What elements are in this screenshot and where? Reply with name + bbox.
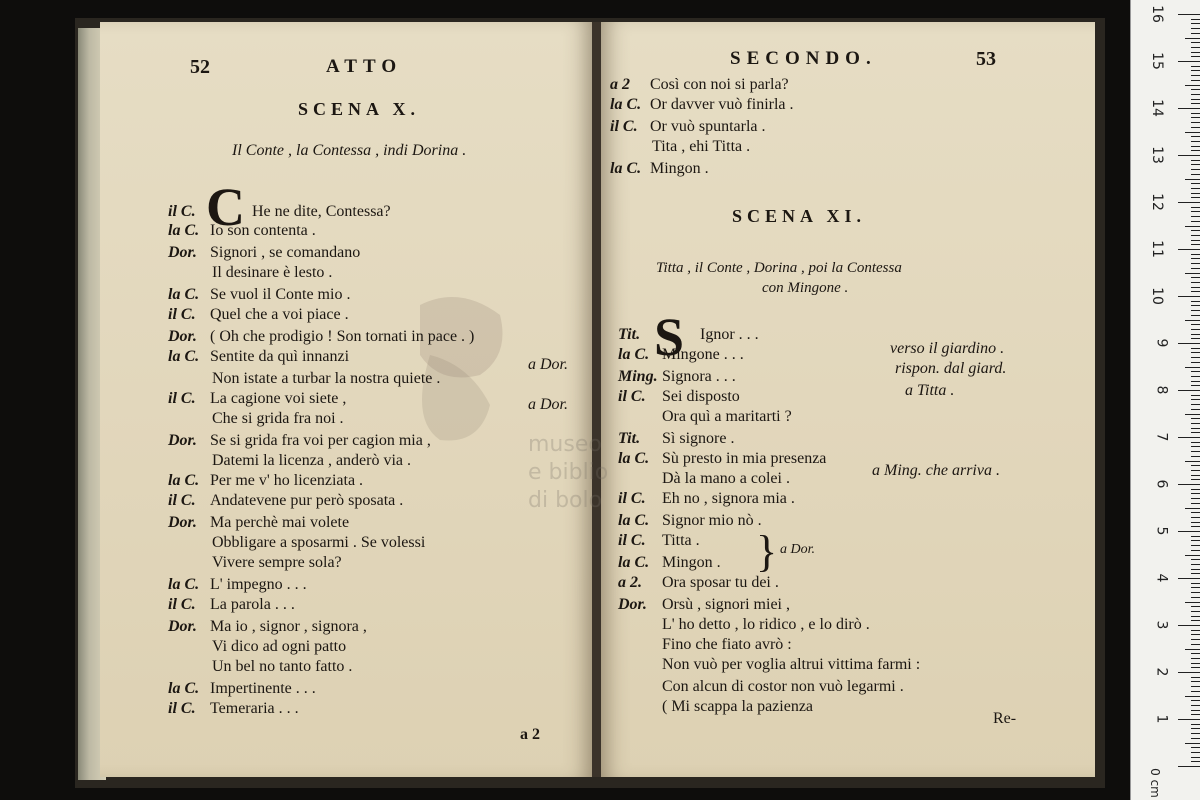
ruler-tick	[1191, 66, 1200, 67]
ruler-tick	[1191, 691, 1200, 692]
ruler-tick	[1185, 649, 1200, 650]
ruler-tick	[1191, 465, 1200, 466]
speaker-label: a 2.	[618, 574, 642, 591]
ruler-tick	[1178, 296, 1200, 297]
ruler-tick	[1191, 677, 1200, 678]
dialogue-line: Ora quì a maritarti ?	[662, 408, 792, 425]
ruler-tick	[1178, 390, 1200, 391]
right-dropcap: S	[654, 307, 685, 367]
speaker-label: la C.	[618, 450, 650, 467]
speaker-label: la C.	[168, 286, 200, 303]
ruler-tick	[1191, 146, 1200, 147]
ruler-tick	[1178, 766, 1200, 767]
dialogue-line: Andatevene pur però sposata .	[210, 492, 404, 509]
ruler-tick	[1185, 38, 1200, 39]
ruler-tick	[1191, 667, 1200, 668]
dialogue-line: Che si grida fra noi .	[212, 410, 344, 427]
dialogue-line: Per me v' ho licenziata .	[210, 472, 364, 489]
ruler-tick	[1191, 479, 1200, 480]
ruler-tick	[1185, 226, 1200, 227]
ruler-tick	[1178, 531, 1200, 532]
ruler-tick	[1191, 428, 1200, 429]
ruler-tick	[1178, 625, 1200, 626]
measurement-ruler	[1130, 0, 1200, 800]
ruler-tick	[1191, 710, 1200, 711]
speaker-label: il C.	[168, 390, 196, 407]
speaker-label: il C.	[618, 532, 646, 549]
ruler-tick	[1191, 33, 1200, 34]
speaker-label: il C.	[618, 388, 646, 405]
ruler-number: 15	[1149, 52, 1166, 70]
ruler-tick	[1191, 282, 1200, 283]
ruler-tick	[1191, 334, 1200, 335]
ruler-tick	[1191, 244, 1200, 245]
ruler-tick	[1185, 85, 1200, 86]
dialogue-line: ( Mi scappa la pazienza	[662, 698, 814, 715]
ruler-tick	[1178, 108, 1200, 109]
ruler-tick	[1191, 164, 1200, 165]
ruler-tick	[1191, 150, 1200, 151]
speaker-label: la C.	[618, 512, 650, 529]
ruler-tick	[1185, 414, 1200, 415]
book-gutter	[592, 22, 601, 777]
dialogue-line: Orsù , signori miei ,	[662, 596, 790, 613]
ruler-tick	[1191, 263, 1200, 264]
ruler-tick	[1191, 56, 1200, 57]
dialogue-line: Se vuol il Conte mio .	[210, 286, 351, 303]
ruler-tick	[1191, 211, 1200, 212]
right-scene-characters-1: Titta , il Conte , Dorina , poi la Contessa	[656, 260, 902, 276]
ruler-tick	[1191, 188, 1200, 189]
watermark-text-3: di bolo	[528, 488, 603, 513]
ruler-tick	[1191, 456, 1200, 457]
ruler-tick	[1191, 23, 1200, 24]
ruler-tick	[1191, 705, 1200, 706]
dialogue-line: Ma perchè mai volete	[210, 514, 350, 531]
ruler-tick	[1185, 555, 1200, 556]
dialogue-line: Vivere sempre sola?	[212, 554, 342, 571]
ruler-tick	[1191, 550, 1200, 551]
ruler-tick	[1191, 569, 1200, 570]
speaker-label: la C.	[168, 576, 200, 593]
ruler-tick	[1191, 258, 1200, 259]
dialogue-line: ( Oh che prodigio ! Son tornati in pace . )	[210, 328, 475, 345]
ruler-tick	[1191, 127, 1200, 128]
ruler-tick	[1178, 672, 1200, 673]
ruler-tick	[1185, 743, 1200, 744]
dialogue-line: Mingone . . .	[662, 346, 744, 363]
speaker-label: il C.	[168, 306, 196, 323]
ruler-number: 2	[1153, 667, 1170, 677]
dialogue-line: Tita , ehi Titta .	[652, 138, 751, 155]
dialogue-line: L' ho detto , lo ridico , e lo dirò .	[662, 616, 870, 633]
dialogue-line: Impertinente . . .	[210, 680, 316, 697]
ruler-tick	[1191, 757, 1200, 758]
speaker-label: Ming.	[618, 368, 658, 385]
ruler-tick	[1191, 348, 1200, 349]
dialogue-line: Ora sposar tu dei .	[662, 574, 779, 591]
ruler-tick	[1191, 639, 1200, 640]
ruler-tick	[1191, 395, 1200, 396]
ruler-tick	[1191, 89, 1200, 90]
ruler-tick	[1191, 409, 1200, 410]
ruler-tick	[1191, 686, 1200, 687]
ruler-tick	[1191, 381, 1200, 382]
ruler-tick	[1191, 714, 1200, 715]
ruler-tick	[1191, 136, 1200, 137]
dialogue-line: Sì signore .	[662, 430, 735, 447]
ruler-tick	[1191, 376, 1200, 377]
ruler-tick	[1191, 103, 1200, 104]
ruler-tick	[1191, 99, 1200, 100]
ruler-tick	[1191, 620, 1200, 621]
speaker-label: la C.	[610, 96, 642, 113]
right-catchword: Re-	[993, 710, 1017, 727]
stage-direction: verso il giardino .	[890, 340, 1005, 357]
ruler-tick	[1178, 155, 1200, 156]
ruler-tick	[1185, 273, 1200, 274]
ruler-tick	[1185, 602, 1200, 603]
ruler-tick	[1191, 291, 1200, 292]
ruler-tick	[1185, 367, 1200, 368]
watermark-text-1: museo	[528, 432, 602, 457]
ruler-tick	[1178, 578, 1200, 579]
right-scene-title: SCENA XI.	[732, 206, 867, 226]
speaker-label: la C.	[168, 222, 200, 239]
speaker-label: il C.	[610, 118, 638, 135]
dialogue-line: Così con noi si parla?	[650, 76, 789, 93]
dialogue-line: Sentite da quì innanzi	[210, 348, 350, 365]
ruler-tick	[1191, 169, 1200, 170]
speaker-bracket: }	[756, 527, 778, 576]
ruler-tick	[1191, 733, 1200, 734]
ruler-unit: 0 cm	[1148, 768, 1163, 798]
ruler-tick	[1191, 611, 1200, 612]
left-dropcap: C	[206, 177, 245, 237]
speaker-label: Dor.	[168, 432, 197, 449]
ruler-tick	[1185, 132, 1200, 133]
dialogue-line: Titta .	[662, 532, 700, 549]
ruler-tick	[1191, 517, 1200, 518]
ruler-tick	[1185, 508, 1200, 509]
ruler-tick	[1191, 42, 1200, 43]
ruler-tick	[1191, 160, 1200, 161]
speaker-label: il C.	[168, 596, 196, 613]
ruler-tick	[1191, 197, 1200, 198]
ruler-tick	[1191, 512, 1200, 513]
ruler-tick	[1191, 442, 1200, 443]
speaker-label: il C.	[168, 700, 196, 717]
ruler-tick	[1178, 61, 1200, 62]
ruler-tick	[1191, 545, 1200, 546]
ruler-tick	[1191, 592, 1200, 593]
speaker-label: Dor.	[168, 618, 197, 635]
dialogue-line: Temeraria . . .	[210, 700, 299, 717]
dialogue-line: Eh no , signora mia .	[662, 490, 795, 507]
ruler-tick	[1191, 681, 1200, 682]
ruler-tick	[1178, 14, 1200, 15]
ruler-tick	[1191, 587, 1200, 588]
ruler-tick	[1191, 526, 1200, 527]
ruler-tick	[1191, 597, 1200, 598]
ruler-tick	[1191, 174, 1200, 175]
ruler-tick	[1191, 357, 1200, 358]
ruler-tick	[1191, 404, 1200, 405]
dialogue-line: Non istate a turbar la nostra quiete .	[212, 370, 441, 387]
ruler-tick	[1191, 418, 1200, 419]
ruler-tick	[1191, 564, 1200, 565]
dialogue-line: Or davver vuò finirla .	[650, 96, 794, 113]
dialogue-line: Fino che fiato avrò :	[662, 636, 792, 653]
ruler-tick	[1191, 644, 1200, 645]
ruler-tick	[1178, 202, 1200, 203]
ruler-tick	[1178, 437, 1200, 438]
ruler-tick	[1191, 634, 1200, 635]
ruler-tick	[1191, 451, 1200, 452]
ruler-tick	[1191, 498, 1200, 499]
dialogue-line: Sei disposto	[662, 388, 740, 405]
dialogue-line: Or vuò spuntarla .	[650, 118, 766, 135]
ruler-tick	[1191, 446, 1200, 447]
ruler-tick	[1191, 240, 1200, 241]
ruler-number: 12	[1149, 193, 1166, 211]
dialogue-line: La parola . . .	[210, 596, 295, 613]
speaker-label: la C.	[168, 348, 200, 365]
right-scene-characters-2: con Mingone .	[762, 280, 849, 296]
ruler-tick	[1191, 230, 1200, 231]
ruler-tick	[1191, 761, 1200, 762]
dialogue-line: Signora . . .	[662, 368, 736, 385]
ruler-tick	[1191, 503, 1200, 504]
ruler-tick	[1178, 343, 1200, 344]
speaker-label: il C.	[168, 492, 196, 509]
ruler-tick	[1185, 696, 1200, 697]
ruler-tick	[1191, 385, 1200, 386]
dialogue-line: Ma io , signor , signora ,	[210, 618, 367, 635]
left-scene-characters: Il Conte , la Contessa , indi Dorina .	[232, 142, 467, 159]
ruler-tick	[1191, 19, 1200, 20]
ruler-tick	[1191, 301, 1200, 302]
ruler-tick	[1191, 329, 1200, 330]
ruler-tick	[1185, 320, 1200, 321]
dialogue-line: Signor mio nò .	[662, 512, 762, 529]
left-running-head: ATTO	[326, 56, 403, 77]
ruler-tick	[1191, 616, 1200, 617]
ruler-number: 13	[1149, 146, 1166, 164]
ruler-tick	[1191, 663, 1200, 664]
ruler-tick	[1191, 522, 1200, 523]
ruler-tick	[1191, 700, 1200, 701]
ruler-tick	[1191, 254, 1200, 255]
ruler-tick	[1191, 75, 1200, 76]
stage-direction: a Dor.	[528, 396, 569, 413]
ruler-tick	[1191, 540, 1200, 541]
ruler-tick	[1191, 489, 1200, 490]
ruler-tick	[1191, 747, 1200, 748]
stage-direction: a Dor.	[528, 356, 569, 373]
dialogue-line: Dà la mano a colei .	[662, 470, 790, 487]
ruler-tick	[1191, 235, 1200, 236]
dialogue-line: Non vuò per voglia altrui vittima farmi :	[662, 656, 921, 673]
ruler-number: 6	[1153, 479, 1170, 489]
stage-direction: rispon. dal giard.	[895, 360, 1007, 377]
ruler-tick	[1191, 371, 1200, 372]
ruler-number: 4	[1153, 573, 1170, 583]
ruler-tick	[1191, 80, 1200, 81]
ruler-tick	[1191, 738, 1200, 739]
ruler-tick	[1191, 113, 1200, 114]
dialogue-line: Io son contenta .	[210, 222, 316, 239]
ruler-tick	[1191, 606, 1200, 607]
ruler-tick	[1191, 70, 1200, 71]
ruler-tick	[1191, 52, 1200, 53]
ruler-tick	[1191, 752, 1200, 753]
ruler-tick	[1191, 432, 1200, 433]
ruler-tick	[1191, 141, 1200, 142]
ruler-tick	[1191, 536, 1200, 537]
ruler-tick	[1191, 277, 1200, 278]
ruler-tick	[1191, 207, 1200, 208]
ruler-number: 5	[1153, 526, 1170, 536]
speaker-label: la C.	[618, 554, 650, 571]
dialogue-line: Un bel no tanto fatto .	[212, 658, 353, 675]
ruler-number: 9	[1153, 338, 1170, 348]
dialogue-line: Quel che a voi piace .	[210, 306, 349, 323]
ruler-tick	[1191, 183, 1200, 184]
ruler-tick	[1191, 324, 1200, 325]
ruler-tick	[1191, 352, 1200, 353]
ruler-tick	[1178, 249, 1200, 250]
speaker-label: il C.	[168, 203, 196, 220]
dialogue-line: Datemi la licenza , anderò via .	[212, 452, 412, 469]
ruler-tick	[1185, 179, 1200, 180]
ruler-tick	[1191, 630, 1200, 631]
watermark-text-2: e biblio	[528, 460, 609, 485]
ruler-tick	[1191, 362, 1200, 363]
ruler-tick	[1191, 94, 1200, 95]
ruler-tick	[1185, 461, 1200, 462]
dialogue-line: L' impegno . . .	[210, 576, 307, 593]
ruler-number: 11	[1149, 240, 1166, 258]
speaker-label: la C.	[168, 680, 200, 697]
speaker-label: a 2	[610, 76, 630, 93]
dialogue-line: Mingon .	[662, 554, 721, 571]
ruler-tick	[1191, 117, 1200, 118]
ruler-tick	[1191, 268, 1200, 269]
left-page-number: 52	[190, 56, 210, 78]
stage-direction: a Ming. che arriva .	[872, 462, 1000, 479]
speaker-label: Tit.	[618, 326, 641, 343]
left-scene-title: SCENA X.	[298, 99, 421, 119]
ruler-tick	[1178, 484, 1200, 485]
ruler-number: 1	[1153, 714, 1170, 724]
ruler-tick	[1191, 310, 1200, 311]
ruler-number: 16	[1149, 5, 1166, 23]
ruler-tick	[1191, 122, 1200, 123]
speaker-label: la C.	[610, 160, 642, 177]
ruler-tick	[1191, 305, 1200, 306]
ruler-tick	[1191, 193, 1200, 194]
ruler-tick	[1191, 583, 1200, 584]
ruler-tick	[1191, 653, 1200, 654]
ruler-tick	[1191, 338, 1200, 339]
speaker-label: Dor.	[168, 244, 197, 261]
ruler-tick	[1191, 216, 1200, 217]
speaker-label: Tit.	[618, 430, 641, 447]
right-running-head: SECONDO.	[730, 48, 877, 69]
speaker-label: la C.	[168, 472, 200, 489]
ruler-tick	[1191, 47, 1200, 48]
dialogue-line: Il desinare è lesto .	[212, 264, 333, 281]
bracket-stage-note: a Dor.	[780, 542, 816, 557]
ruler-tick	[1191, 493, 1200, 494]
dialogue-line: Con alcun di costor non vuò legarmi .	[662, 678, 904, 695]
dialogue-line: He ne dite, Contessa?	[252, 203, 391, 220]
speaker-label: Dor.	[618, 596, 647, 613]
dialogue-line: Ignor . . .	[700, 326, 759, 343]
museum-watermark-logo	[390, 285, 530, 450]
ruler-number: 10	[1149, 287, 1166, 305]
right-page-number: 53	[976, 48, 996, 70]
ruler-tick	[1191, 399, 1200, 400]
ruler-tick	[1191, 475, 1200, 476]
dialogue-line: Mingon .	[650, 160, 709, 177]
stage-direction: a Titta .	[905, 382, 955, 399]
ruler-number: 7	[1153, 432, 1170, 442]
left-signature-mark: a 2	[520, 726, 540, 743]
ruler-tick	[1191, 423, 1200, 424]
ruler-tick	[1191, 287, 1200, 288]
ruler-tick	[1191, 221, 1200, 222]
dialogue-line: Signori , se comandano	[210, 244, 361, 261]
dialogue-line: Vi dico ad ogni patto	[212, 638, 347, 655]
ruler-tick	[1178, 719, 1200, 720]
ruler-tick	[1191, 315, 1200, 316]
dialogue-line: Obbligare a sposarmi . Se volessi	[212, 534, 426, 551]
ruler-number: 14	[1149, 99, 1166, 117]
ruler-tick	[1191, 724, 1200, 725]
dialogue-line: Sù presto in mia presenza	[662, 450, 827, 467]
ruler-tick	[1191, 470, 1200, 471]
ruler-tick	[1191, 728, 1200, 729]
ruler-tick	[1191, 573, 1200, 574]
ruler-tick	[1191, 559, 1200, 560]
ruler-tick	[1191, 28, 1200, 29]
speaker-label: Dor.	[168, 328, 197, 345]
ruler-number: 3	[1153, 620, 1170, 630]
ruler-number: 8	[1153, 385, 1170, 395]
speaker-label: il C.	[618, 490, 646, 507]
speaker-label: la C.	[618, 346, 650, 363]
dialogue-line: Se si grida fra voi per cagion mia ,	[210, 432, 431, 449]
ruler-tick	[1191, 658, 1200, 659]
speaker-label: Dor.	[168, 514, 197, 531]
dialogue-line: La cagione voi siete ,	[210, 390, 347, 407]
